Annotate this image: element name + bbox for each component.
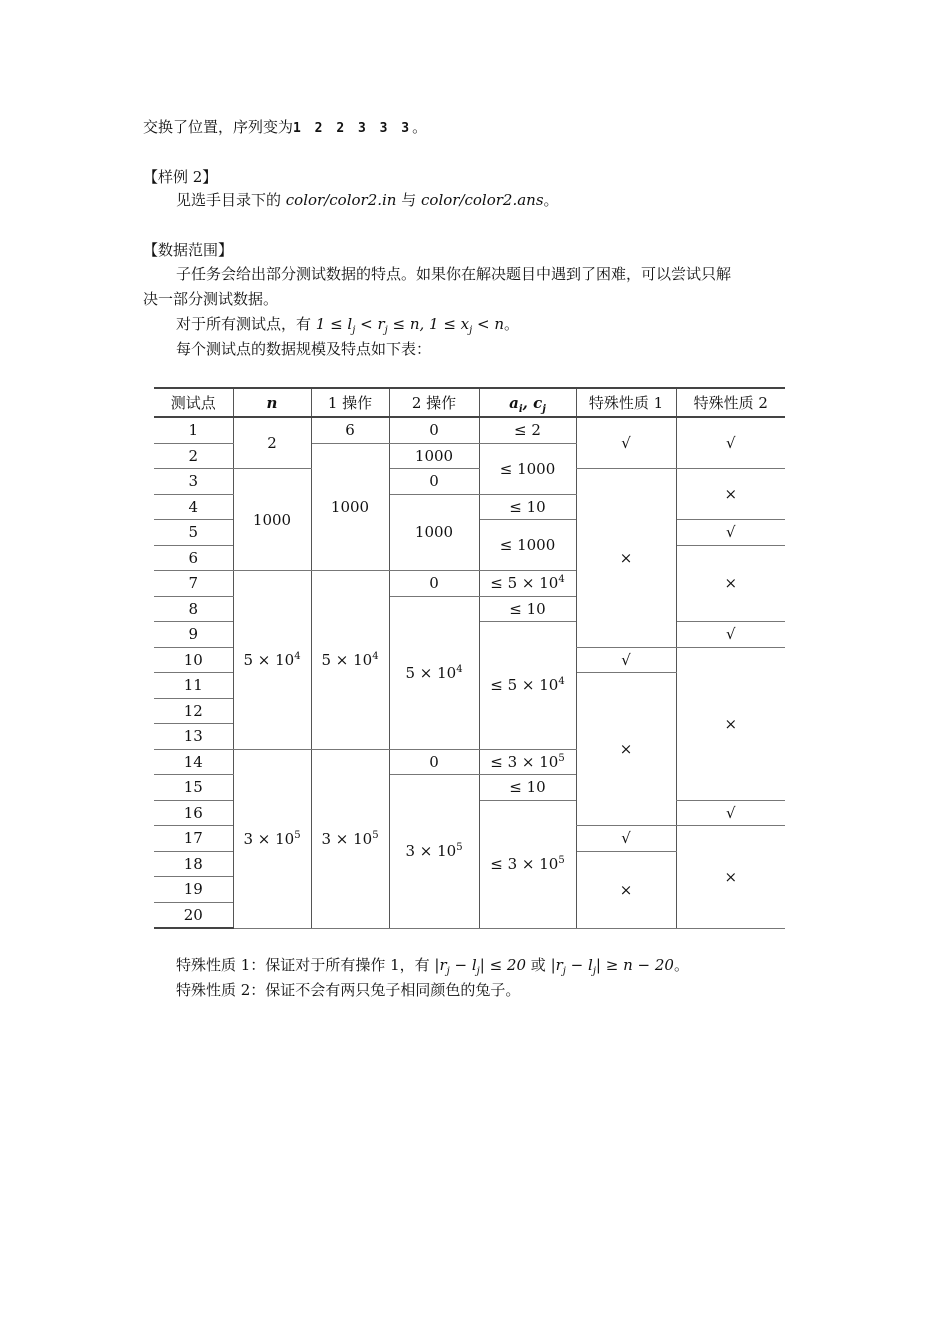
data-range-para1-line2: 决一部分测试数据。 bbox=[143, 290, 279, 308]
test-id-cell: 13 bbox=[154, 724, 233, 750]
test-id-cell: 2 bbox=[154, 443, 233, 469]
note1-mid: 或 bbox=[526, 956, 551, 974]
ac-cell: ≤ 10 bbox=[479, 494, 576, 520]
sample2-file-ans: color/color2.ans bbox=[421, 191, 544, 209]
test-id-cell: 17 bbox=[154, 826, 233, 852]
op2-cell: 0 bbox=[389, 571, 479, 597]
header-op2: 2 操作 bbox=[389, 388, 479, 417]
test-id-cell: 19 bbox=[154, 877, 233, 903]
data-range-para2-suffix: 。 bbox=[504, 315, 520, 333]
test-id-cell: 15 bbox=[154, 775, 233, 801]
test-id-cell: 14 bbox=[154, 749, 233, 775]
test-id-cell: 6 bbox=[154, 545, 233, 571]
header-prop2: 特殊性质 2 bbox=[676, 388, 785, 417]
op1-cell bbox=[311, 749, 389, 928]
note1-math2: $|r_j - l_j| \ge n - 20$ bbox=[550, 956, 674, 977]
op2-cell: 1000 bbox=[389, 443, 479, 469]
header-op1: 1 操作 bbox=[311, 388, 389, 417]
note1-math1: $|r_j - l_j| \le 20$ bbox=[434, 956, 527, 977]
sample2-text-mid: 与 bbox=[396, 191, 422, 209]
header-test-id: 测试点 bbox=[154, 388, 233, 417]
prop2-cell: √ bbox=[676, 800, 785, 826]
data-range-para3: 每个测试点的数据规模及特点如下表： bbox=[176, 340, 432, 358]
prop2-cell: √ bbox=[676, 622, 785, 648]
note1-suffix: 。 bbox=[673, 956, 689, 974]
op2-cell: 0 bbox=[389, 749, 479, 775]
sample2-text-suffix: 。 bbox=[543, 191, 559, 209]
test-id-cell: 12 bbox=[154, 698, 233, 724]
sample2-text-prefix: 见选手目录下的 bbox=[176, 191, 286, 209]
prop2-cell: × bbox=[676, 545, 785, 622]
test-id-cell: 20 bbox=[154, 902, 233, 928]
note1 bbox=[176, 955, 689, 975]
ac-cell bbox=[479, 800, 576, 928]
test-id-cell: 4 bbox=[154, 494, 233, 520]
ac-value-5e4-b: ≤ $5 \times 10^4$ bbox=[490, 676, 565, 695]
intro-suffix: 。 bbox=[412, 118, 428, 136]
n-cell: 2 bbox=[233, 417, 311, 469]
data-range-para2-prefix: 对于所有测试点，有 bbox=[176, 315, 316, 333]
table-row bbox=[154, 417, 785, 443]
test-id-cell: 16 bbox=[154, 800, 233, 826]
table-header-row bbox=[154, 388, 785, 417]
op2-value-3e5: $3 \times 10^5$ bbox=[405, 842, 463, 861]
ac-cell: ≤ 10 bbox=[479, 596, 576, 622]
ac-value-3e5-a: ≤ $3 \times 10^5$ bbox=[490, 752, 565, 771]
op2-value-5e4: $5 \times 10^4$ bbox=[405, 663, 463, 682]
ac-cell: ≤ 1000 bbox=[479, 520, 576, 571]
prop2-cell: √ bbox=[676, 417, 785, 469]
test-id-cell: 8 bbox=[154, 596, 233, 622]
intro-prefix: 交换了位置，序列变为 bbox=[143, 118, 294, 136]
op1-cell: 1000 bbox=[311, 443, 389, 571]
prop2-cell: × bbox=[676, 826, 785, 929]
data-range-heading: 【数据范围】 bbox=[143, 241, 234, 259]
test-id-cell: 18 bbox=[154, 851, 233, 877]
test-id-cell: 5 bbox=[154, 520, 233, 546]
n-cell: 1000 bbox=[233, 469, 311, 571]
prop2-cell: √ bbox=[676, 520, 785, 546]
prop1-cell: √ bbox=[576, 647, 676, 673]
op2-cell: 0 bbox=[389, 469, 479, 495]
n-cell bbox=[233, 571, 311, 750]
prop1-cell: √ bbox=[576, 826, 676, 852]
data-range-para1-line1: 子任务会给出部分测试数据的特点。如果你在解决题目中遇到了困难，可以尝试只解 bbox=[176, 265, 732, 283]
header-n: n bbox=[233, 388, 311, 417]
n-cell bbox=[233, 749, 311, 928]
n-value-3e5: $3 \times 10^5$ bbox=[243, 829, 301, 848]
prop2-cell: × bbox=[676, 647, 785, 800]
prop1-cell: √ bbox=[576, 417, 676, 469]
intro-sequence: 1 2 2 3 3 3 bbox=[293, 121, 413, 136]
ac-cell bbox=[479, 622, 576, 750]
n-value-5e4: $5 \times 10^4$ bbox=[243, 650, 301, 669]
header-ac: $a_i$, $c_j$ bbox=[479, 388, 576, 417]
op2-cell bbox=[389, 775, 479, 929]
prop1-cell: × bbox=[576, 673, 676, 826]
op1-value-3e5: $3 \times 10^5$ bbox=[321, 829, 379, 848]
op2-cell bbox=[389, 596, 479, 749]
ac-value-3e5-b: ≤ $3 \times 10^5$ bbox=[490, 855, 565, 873]
prop1-cell: × bbox=[576, 469, 676, 648]
test-id-cell: 3 bbox=[154, 469, 233, 495]
ac-cell: ≤ 10 bbox=[479, 775, 576, 801]
ac-cell bbox=[479, 749, 576, 775]
ac-value-5e4-a: ≤ $5 \times 10^4$ bbox=[490, 574, 565, 593]
ac-cell: ≤ 2 bbox=[479, 417, 576, 443]
sample2-heading: 【样例 2】 bbox=[143, 168, 218, 186]
op1-cell bbox=[311, 571, 389, 750]
prop2-cell: × bbox=[676, 469, 785, 520]
test-id-cell: 1 bbox=[154, 417, 233, 443]
op2-cell: 1000 bbox=[389, 494, 479, 571]
op2-cell: 0 bbox=[389, 417, 479, 443]
note1-prefix: 特殊性质 1：保证对于所有操作 1，有 bbox=[176, 956, 435, 974]
table-row bbox=[154, 469, 785, 495]
data-range-para2 bbox=[176, 314, 519, 334]
test-data-table bbox=[154, 387, 785, 929]
ac-cell bbox=[479, 571, 576, 597]
ac-cell: ≤ 1000 bbox=[479, 443, 576, 494]
test-id-cell: 11 bbox=[154, 673, 233, 699]
data-range-para2-math: $1 \le l_j < r_j \le n$, $1 \le x_j < n$ bbox=[315, 315, 505, 336]
test-id-cell: 10 bbox=[154, 647, 233, 673]
note2: 特殊性质 2：保证不会有两只兔子相同颜色的兔子。 bbox=[176, 981, 521, 999]
sample2-file-in: color/color2.in bbox=[285, 191, 397, 209]
test-id-cell: 7 bbox=[154, 571, 233, 597]
prop1-cell: × bbox=[576, 851, 676, 928]
test-id-cell: 9 bbox=[154, 622, 233, 648]
op1-value-5e4: $5 \times 10^4$ bbox=[321, 650, 379, 669]
sample2-text bbox=[176, 190, 559, 210]
op1-cell: 6 bbox=[311, 417, 389, 443]
header-prop1: 特殊性质 1 bbox=[576, 388, 676, 417]
intro-line bbox=[143, 117, 427, 139]
